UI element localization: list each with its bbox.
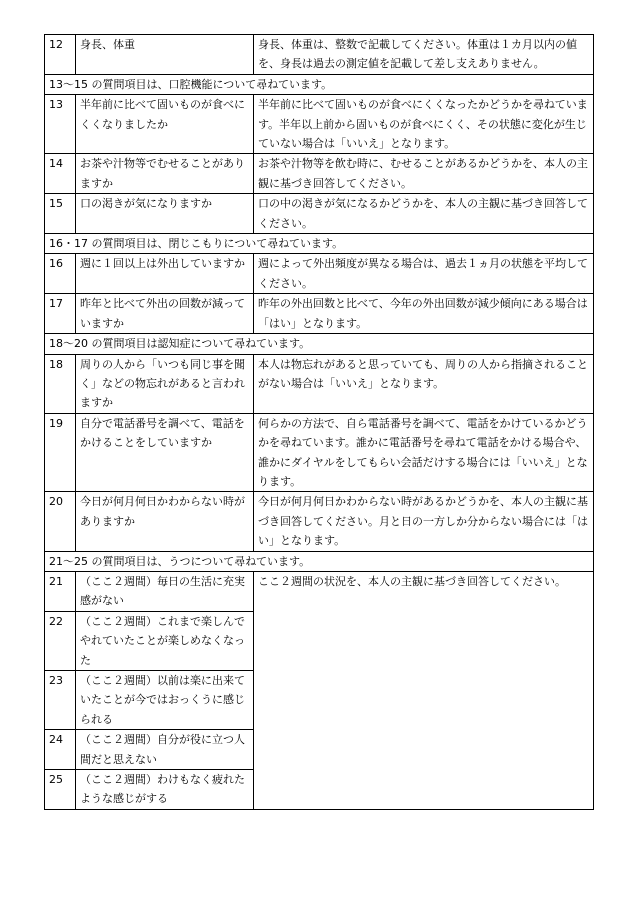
item-number: 18 — [45, 354, 76, 413]
question-text: （ここ２週間）わけもなく疲れたような感じがする — [76, 770, 254, 810]
question-text: （ここ２週間）これまで楽しんでやれていたことが楽しめなくなった — [76, 611, 254, 670]
instruction-note: 昨年の外出回数と比べて、今年の外出回数が減少傾向にある場合は「はい」となります。 — [254, 294, 594, 334]
question-text: お茶や汁物等でむせることがありますか — [76, 154, 254, 194]
section-header-row — [45, 74, 594, 94]
item-number: 25 — [45, 770, 76, 810]
item-number: 20 — [45, 492, 76, 551]
section-header: 13～15 の質問項目は、口腔機能について尋ねています。 — [45, 74, 594, 94]
instruction-note: 身長、体重は、整数で記載してください。体重は１カ月以内の値を、身長は過去の測定値を記載して差し支えありません。 — [254, 35, 594, 75]
question-text: 自分で電話番号を調べて、電話をかけることをしていますか — [76, 413, 254, 492]
item-number: 12 — [45, 35, 76, 75]
question-text: 身長、体重 — [76, 35, 254, 75]
section-header: 21～25 の質問項目は、うつについて尋ねています。 — [45, 551, 594, 571]
table-row — [45, 413, 594, 492]
table-row — [45, 354, 594, 413]
item-number: 15 — [45, 194, 76, 234]
table-row — [45, 254, 594, 294]
question-text: 週に１回以上は外出していますか — [76, 254, 254, 294]
question-text: （ここ２週間）毎日の生活に充実感がない — [76, 571, 254, 611]
table-row — [45, 154, 594, 194]
section-header-row — [45, 234, 594, 254]
item-number: 24 — [45, 730, 76, 770]
table-row — [45, 35, 594, 75]
instruction-note: 何らかの方法で、自ら電話番号を調べて、電話をかけているかどうかを尋ねています。誰かに電話番号を尋ねて電話をかける場合や、誰かにダイヤルをしてもらい会話だけする場合には「いいえ」となります。 — [254, 413, 594, 492]
item-number: 17 — [45, 294, 76, 334]
table-row — [45, 95, 594, 154]
instruction-note: 本人は物忘れがあると思っていても、周りの人から指摘されることがない場合は「いいえ」となります。 — [254, 354, 594, 413]
item-number: 13 — [45, 95, 76, 154]
instruction-note: お茶や汁物等を飲む時に、むせることがあるかどうかを、本人の主観に基づき回答してください。 — [254, 154, 594, 194]
questionnaire-table-body — [45, 35, 594, 810]
table-row — [45, 571, 594, 611]
section-header: 16・17 の質問項目は、閉じこもりについて尋ねています。 — [45, 234, 594, 254]
question-text: （ここ２週間）以前は楽に出来ていたことが今ではおっくうに感じられる — [76, 671, 254, 730]
question-text: 半年前に比べて固いものが食べにくくなりましたか — [76, 95, 254, 154]
table-row — [45, 194, 594, 234]
item-number: 16 — [45, 254, 76, 294]
instruction-note: 口の中の渇きが気になるかどうかを、本人の主観に基づき回答してください。 — [254, 194, 594, 234]
section-header-row — [45, 334, 594, 354]
question-text: 周りの人から「いつも同じ事を聞く」などの物忘れがあると言われますか — [76, 354, 254, 413]
instruction-note: ここ２週間の状況を、本人の主観に基づき回答してください。 — [254, 571, 594, 809]
item-number: 14 — [45, 154, 76, 194]
section-header: 18～20 の質問項目は認知症について尋ねています。 — [45, 334, 594, 354]
question-text: （ここ２週間）自分が役に立つ人間だと思えない — [76, 730, 254, 770]
instruction-note: 週によって外出頻度が異なる場合は、過去１ヵ月の状態を平均してください。 — [254, 254, 594, 294]
question-text: 昨年と比べて外出の回数が減っていますか — [76, 294, 254, 334]
question-text: 口の渇きが気になりますか — [76, 194, 254, 234]
instruction-note: 今日が何月何日かわからない時があるかどうかを、本人の主観に基づき回答してください。月と日の一方しか分からない場合には「はい」となります。 — [254, 492, 594, 551]
item-number: 22 — [45, 611, 76, 670]
table-row — [45, 294, 594, 334]
item-number: 19 — [45, 413, 76, 492]
item-number: 21 — [45, 571, 76, 611]
question-text: 今日が何月何日かわからない時がありますか — [76, 492, 254, 551]
instruction-note: 半年前に比べて固いものが食べにくくなったかどうかを尋ねています。半年以上前から固いものが食べにくく、その状態に変化が生じていない場合は「いいえ」となります。 — [254, 95, 594, 154]
questionnaire-table — [44, 34, 594, 810]
table-row — [45, 492, 594, 551]
item-number: 23 — [45, 671, 76, 730]
section-header-row — [45, 551, 594, 571]
